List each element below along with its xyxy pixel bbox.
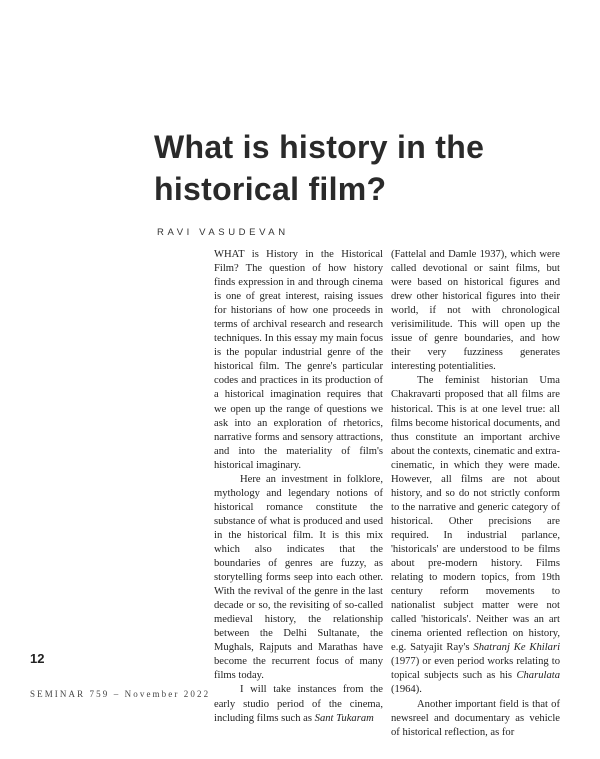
film-title: Charulata [516,670,560,682]
text-column-left [214,248,383,726]
paragraph-text: (1977) or even period works relating to topical subjects such as his [391,656,560,682]
paragraph-text: (1964). [391,684,422,696]
paragraph-text: I will take instances from the early studio period of the cinema, including films such as [214,684,383,724]
film-title: Sant Tukaram [314,712,374,724]
paragraph [391,374,560,697]
paragraph [214,683,383,725]
paragraph-text: The feminist historian Uma Chakravarti proposed that all films are historical. This is at one level true: all films become historical documents, and thus constitute an important archive about the contexts, cinematic and extra-cinematic, in which they were made. However, all films are not about history, and so do not strictly conform to the narrative and generic category of historical. Other precisions are required. In industrial parlance, 'historicals' are understood to be films about pre-modern history. Films relating to modern topics, from 19th century reform movements to nationalist subject matter were not called 'historicals'. Neither was an art cinema oriented reflection on history, e.g. Satyajit Ray's [391,375,560,654]
text-column-right [391,248,560,740]
paragraph: Here an investment in folklore, mythology and legendary notions of historical romance constitute the substance of what is produced and used in the historical film. It is this mix which also indicates that the boundaries of genres are fuzzy, as storytelling forms seep into each other. With the revival of the genre in the last decade or so, the revisiting of so-called medieval history, the relationship between the Delhi Sultanate, the Mughals, Rajputs and Marathas have become the recurrent focus of many films today. [214,473,383,682]
paragraph: Another important field is that of newsreel and documentary as vehicle of historical reflection, as for [391,698,560,738]
paragraph: WHAT is History in the Historical Film? The question of how history finds expression in and through cinema is one of great interest, raising issues for historians of how one proceeds in terms of archival research and research techniques. In this essay my main focus is the popular industrial genre of the historical film. The genre's particular codes and practices in its production of a historical imagination requires that we open up the range of questions we ask into an exploration of rhetorics, narrative forms and sensory attractions, and into the materiality of film's historical imaginary. [214,249,383,471]
paragraph: (Fattelal and Damle 1937), which were called devotional or saint films, but were based on historical figures and drew other historical figures into their world, if not with chronological verisimilitude. This will open up the issue of genre boundaries, and how their very fuzziness generates interesting potentialities. [391,249,560,373]
film-title: Shatranj Ke Khilari [473,642,561,654]
page-number: 12 [30,651,45,666]
article-title: What is history in the historical film? [154,129,485,207]
page-footer: SEMINAR 759 – November 2022 [30,689,211,699]
author-byline: RAVI VASUDEVAN [157,227,289,238]
